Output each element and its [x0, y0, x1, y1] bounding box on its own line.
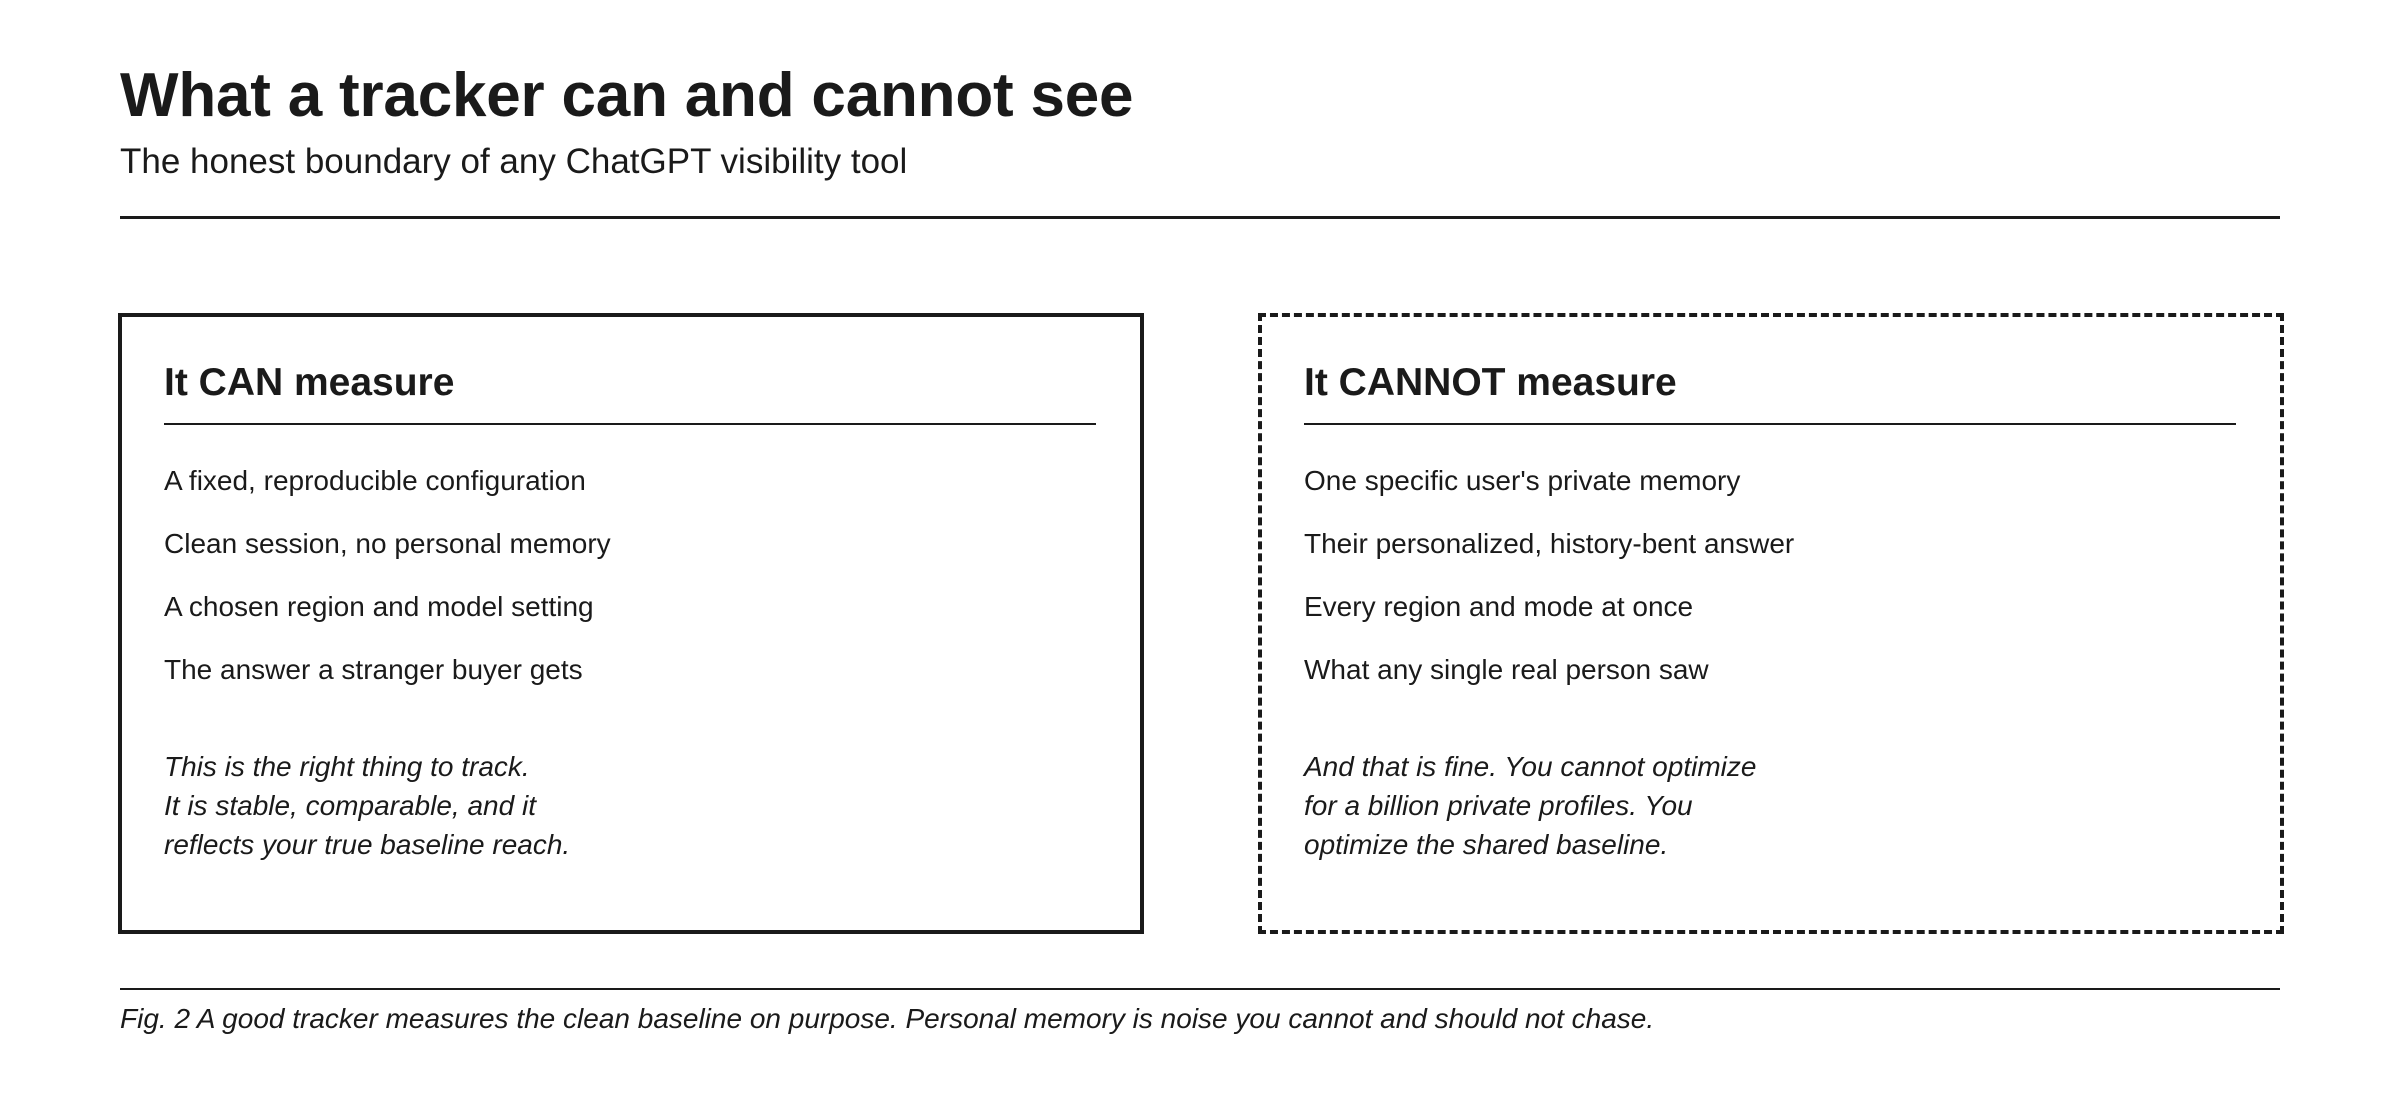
- cannot-measure-item: One specific user's private memory: [1304, 465, 1741, 496]
- can-measure-item: Clean session, no personal memory: [164, 528, 611, 559]
- can-measure-note-line: It is stable, comparable, and it: [164, 790, 536, 821]
- cannot-measure-item: What any single real person saw: [1304, 654, 1709, 685]
- cannot-measure-note-line: And that is fine. You cannot optimize: [1304, 751, 1757, 782]
- cannot-measure-note-line: optimize the shared baseline.: [1304, 829, 1669, 860]
- cannot-measure-item: Their personalized, history-bent answer: [1304, 528, 1795, 559]
- caption-divider: [120, 988, 2280, 990]
- can-measure-item: A chosen region and model setting: [164, 591, 594, 622]
- header-divider: [120, 216, 2280, 219]
- page-title: What a tracker can and cannot see: [120, 61, 1134, 130]
- cannot-measure-note-line: for a billion private profiles. You: [1304, 790, 1693, 821]
- can-measure-note-line: reflects your true baseline reach.: [164, 829, 571, 860]
- can-measure-title: It CAN measure: [164, 361, 455, 404]
- cannot-measure-list: [1304, 461, 1794, 713]
- cannot-measure-item: Every region and mode at once: [1304, 591, 1694, 622]
- cannot-measure-divider: [1304, 423, 2236, 425]
- cannot-measure-panel: [1258, 313, 2284, 934]
- can-measure-item: The answer a stranger buyer gets: [164, 654, 583, 685]
- can-measure-note-line: This is the right thing to track.: [164, 751, 530, 782]
- can-measure-list: [164, 461, 611, 713]
- can-measure-divider: [164, 423, 1096, 425]
- can-measure-item: A fixed, reproducible configuration: [164, 465, 586, 496]
- can-measure-note: [164, 747, 570, 864]
- cannot-measure-note: [1304, 747, 1756, 864]
- figure-caption: Fig. 2 A good tracker measures the clean baseline on purpose. Personal memory is noise you cannot and should not chase.: [120, 1003, 1655, 1034]
- cannot-measure-title: It CANNOT measure: [1304, 361, 1677, 404]
- page-subtitle: The honest boundary of any ChatGPT visibility tool: [120, 142, 908, 181]
- can-measure-panel: [118, 313, 1144, 934]
